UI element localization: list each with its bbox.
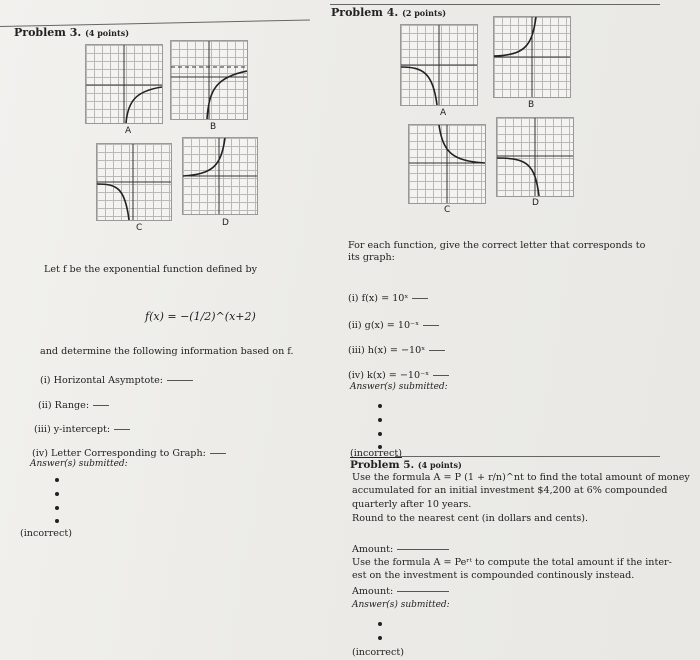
- p4-q1: [348, 293, 428, 305]
- p4-p5-divider: [395, 456, 660, 457]
- p5-amount-label-2: Amount:: [352, 586, 394, 597]
- p4-q4-blank[interactable]: [433, 375, 449, 376]
- p4-graph-c-plot: [409, 125, 485, 203]
- p3-label-a: A: [125, 126, 132, 136]
- p3-graph-b: [170, 40, 248, 120]
- p4-answer-bullet-3: [378, 432, 382, 436]
- problem-3-heading: Problem 3.: [14, 26, 82, 39]
- p5-line-5: Use the formula A = Peʳᵗ to compute the total amount if the inter-: [352, 557, 672, 568]
- p4-status: (incorrect): [350, 448, 402, 459]
- p3-q4-label: (iv) Letter Corresponding to Graph:: [32, 448, 206, 459]
- p4-graph-d-plot: [497, 118, 573, 196]
- p4-answer-bullet-2: [378, 418, 382, 422]
- p5-amount-row-1: [352, 544, 449, 556]
- p3-q1-label: (i) Horizontal Asymptote:: [40, 375, 164, 386]
- p3-formula: f(x) = −(1/2)^(x+2): [145, 310, 256, 323]
- problem-5-title: [350, 459, 462, 471]
- p3-q1-blank[interactable]: [167, 380, 193, 381]
- p3-q3-blank[interactable]: [114, 429, 130, 430]
- p4-label-b: B: [528, 100, 535, 110]
- p4-q1-label: (i) f(x) = 10ˣ: [348, 293, 409, 304]
- p4-graph-a-plot: [401, 25, 477, 105]
- p5-amount-row-2: [352, 586, 449, 598]
- p3-graph-a-plot: [86, 45, 162, 123]
- p5-answers-submitted: Answer(s) submitted:: [352, 600, 450, 610]
- p4-label-a: A: [440, 108, 447, 118]
- p3-graph-c-plot: [97, 144, 171, 220]
- p4-q4: [348, 370, 449, 382]
- p3-graph-c: [96, 143, 172, 221]
- problem-3-title: [14, 26, 129, 39]
- p5-amount-input-2[interactable]: [397, 591, 449, 592]
- p5-line-6: est on the investment is compounded continously instead.: [352, 570, 635, 581]
- p3-q1: [40, 375, 193, 387]
- p4-label-c: C: [444, 205, 451, 215]
- p4-answers-submitted: Answer(s) submitted:: [350, 382, 448, 392]
- p4-q1-blank[interactable]: [412, 298, 428, 299]
- p3-graph-a: [85, 44, 163, 124]
- p3-intro: Let f be the exponential function defined by: [44, 264, 258, 275]
- top-rule-right: [330, 4, 660, 5]
- problem-4-heading: Problem 4.: [331, 6, 399, 19]
- problem-3-points: (4 points): [85, 28, 129, 38]
- p3-graph-d-plot: [183, 138, 257, 214]
- problem-4-title: [331, 6, 446, 19]
- p4-graph-d: [496, 117, 574, 197]
- p3-q3: [34, 424, 130, 436]
- p4-q2-blank[interactable]: [423, 325, 439, 326]
- p4-graph-a: [400, 24, 478, 106]
- p3-label-b: B: [210, 122, 217, 132]
- p3-label-d: D: [222, 218, 229, 228]
- p4-graph-b: [493, 16, 571, 98]
- p3-label-c: C: [136, 223, 143, 233]
- problem-5-heading: Problem 5.: [350, 459, 415, 471]
- p3-q2: [38, 400, 109, 412]
- p4-label-d: D: [532, 198, 539, 208]
- problem-4-points: (2 points): [402, 8, 446, 18]
- p3-q4-blank[interactable]: [210, 453, 226, 454]
- p5-line-3: quarterly after 10 years.: [352, 499, 472, 510]
- p4-intro: For each function, give the correct letter that corresponds to its graph:: [348, 240, 646, 263]
- p4-q4-label: (iv) k(x) = −10⁻ˣ: [348, 370, 430, 381]
- problem-5-points: (4 points): [417, 460, 462, 470]
- p3-status: (incorrect): [20, 528, 72, 539]
- p5-amount-label-1: Amount:: [352, 544, 394, 555]
- p5-answer-bullet-1: [378, 622, 382, 626]
- p4-q3-label: (iii) h(x) = −10ˣ: [348, 345, 426, 356]
- p3-graph-b-plot: [171, 41, 247, 119]
- p4-q2-label: (ii) g(x) = 10⁻ˣ: [348, 320, 420, 331]
- p3-q2-label: (ii) Range:: [38, 400, 90, 411]
- p3-answer-bullet-2: [55, 492, 59, 496]
- p5-line-2: accumulated for an initial investment $4,200 at 6% compounded: [352, 485, 668, 496]
- p3-q2-blank[interactable]: [93, 405, 109, 406]
- p3-answer-bullet-3: [55, 506, 59, 510]
- p4-graph-b-plot: [494, 17, 570, 97]
- p3-instruction: and determine the following information based on f.: [40, 346, 294, 357]
- p3-answers-submitted: Answer(s) submitted:: [30, 459, 128, 469]
- p3-q3-label: (iii) y-intercept:: [34, 424, 111, 435]
- p3-answer-bullet-1: [55, 478, 59, 482]
- p5-line-4: Round to the nearest cent (in dollars and cents).: [352, 513, 589, 524]
- p5-answer-bullet-2: [378, 636, 382, 640]
- p4-q3: [348, 345, 445, 357]
- p5-line-1: Use the formula A = P (1 + r/n)^nt to find the total amount of money: [352, 472, 690, 483]
- p4-q3-blank[interactable]: [429, 350, 445, 351]
- p4-q2: [348, 320, 439, 332]
- p4-answer-bullet-1: [378, 404, 382, 408]
- p5-amount-input-1[interactable]: [397, 549, 449, 550]
- p4-graph-c: [408, 124, 486, 204]
- p3-graph-d: [182, 137, 258, 215]
- p3-answer-bullet-4: [55, 519, 59, 523]
- p5-status: (incorrect): [352, 647, 404, 658]
